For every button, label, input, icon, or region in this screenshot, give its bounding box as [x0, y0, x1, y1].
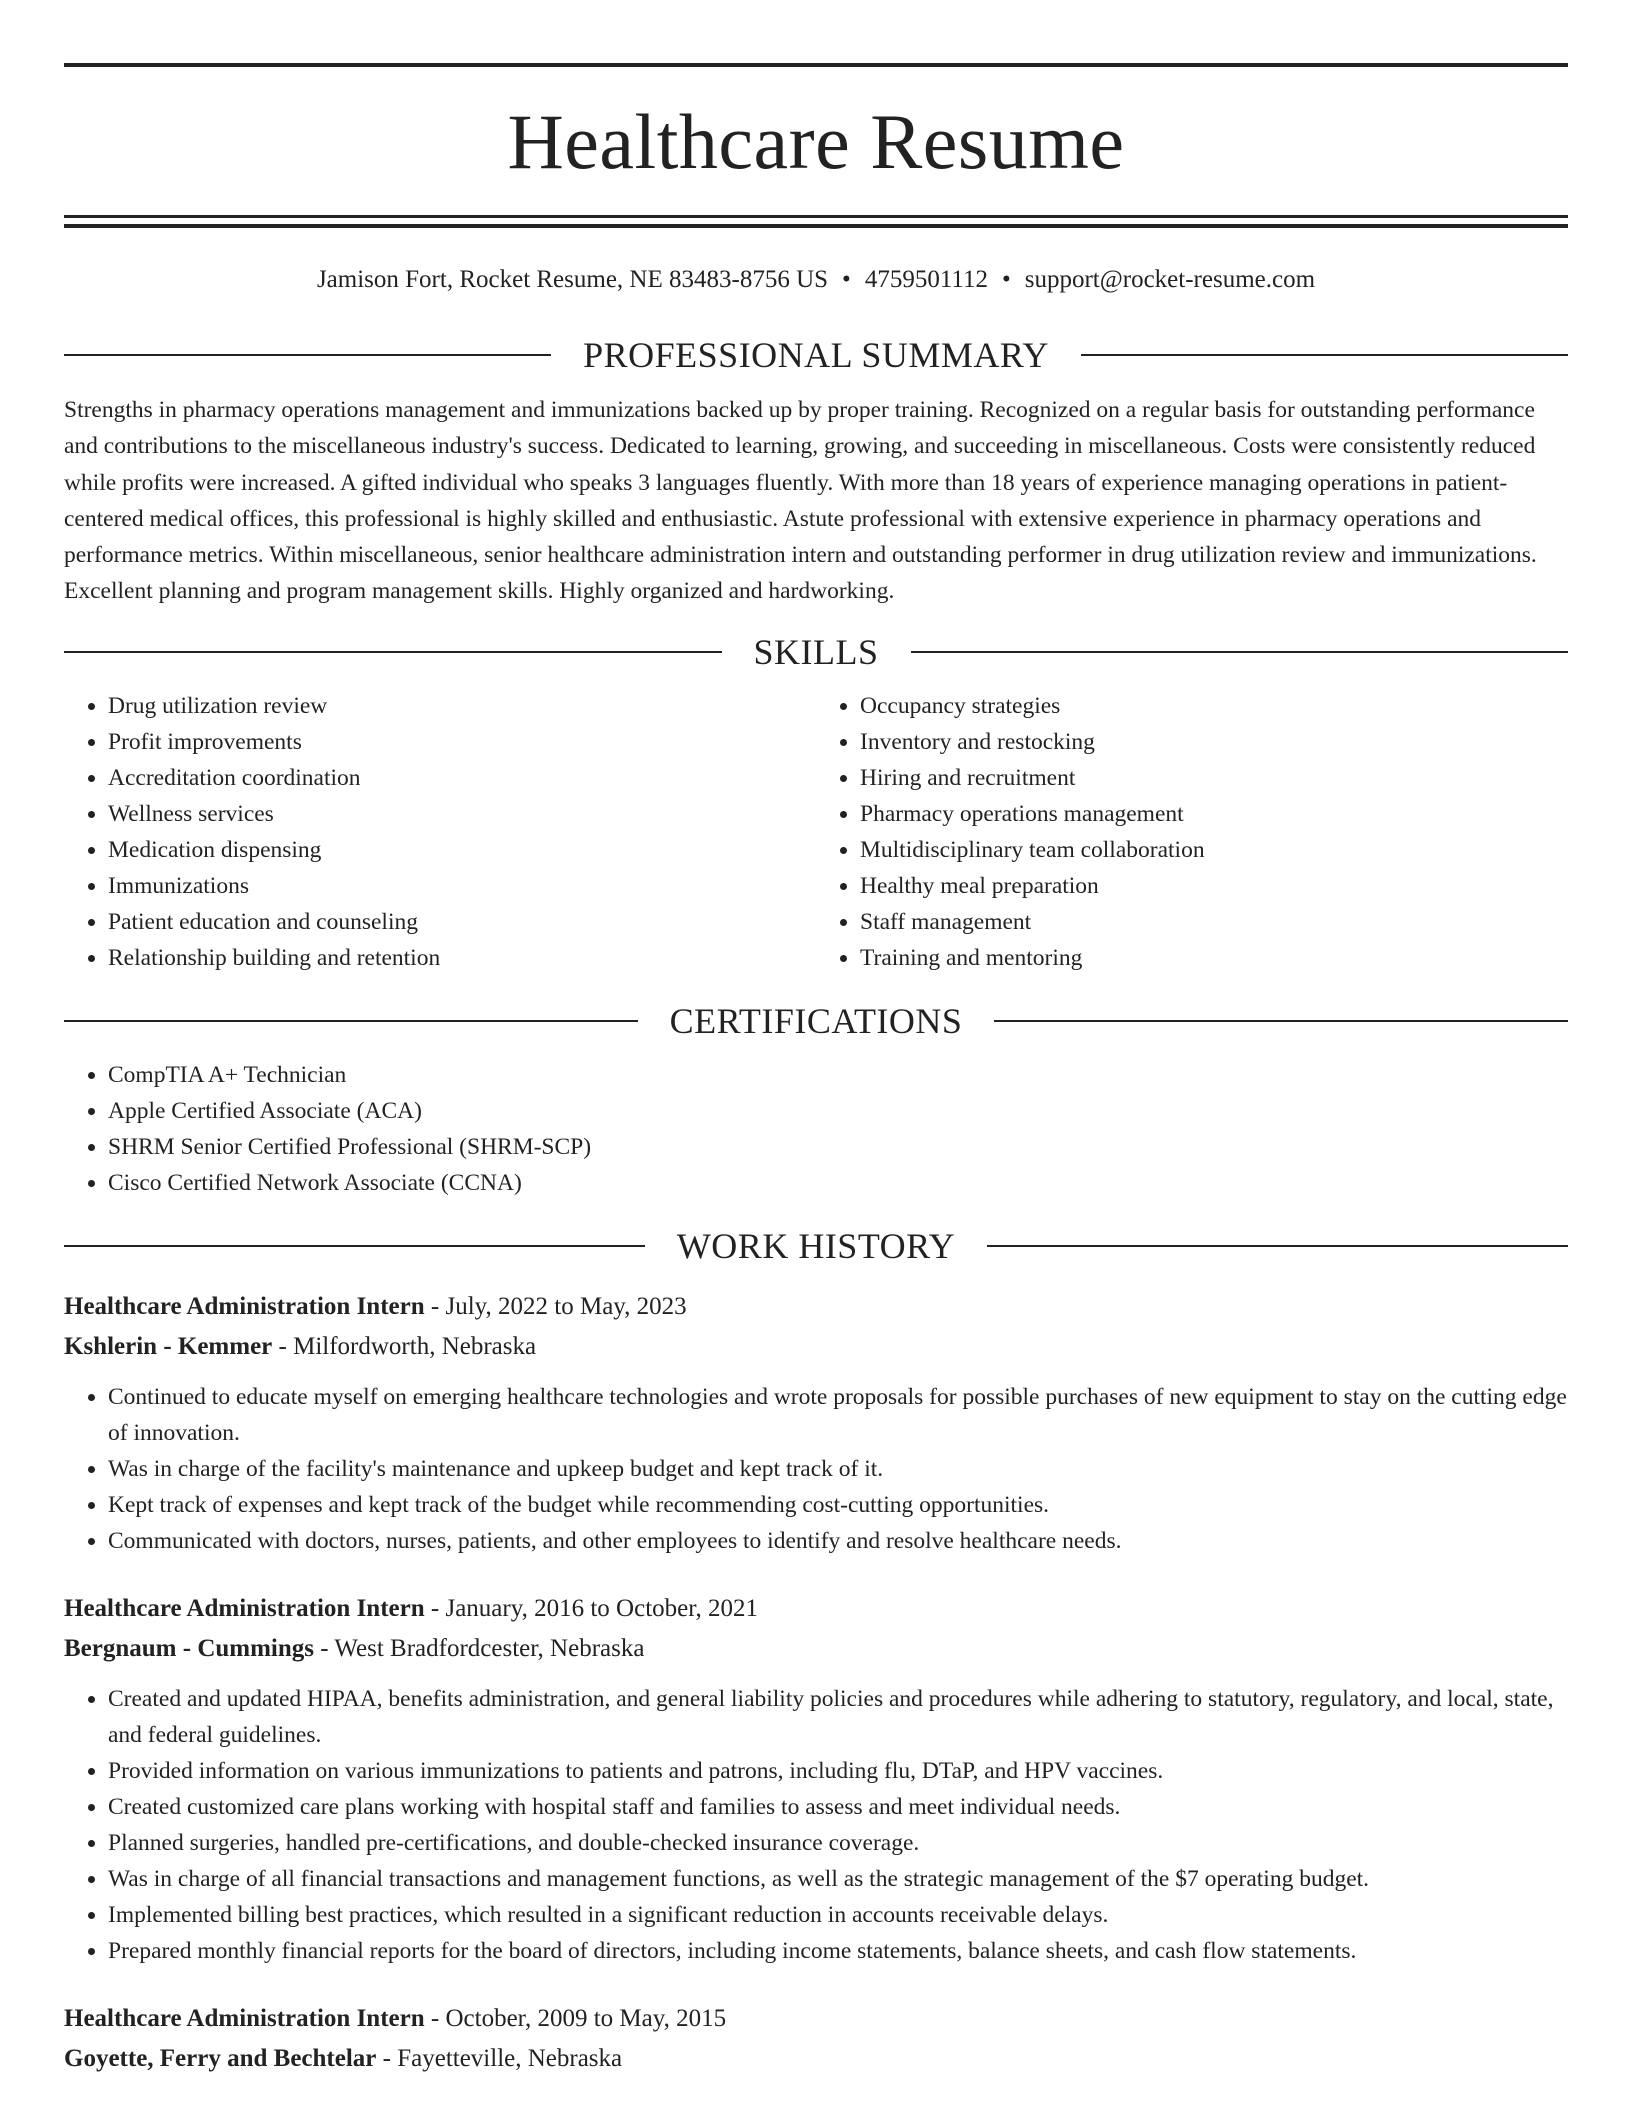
- list-item: • Patient education and counseling: [108, 904, 816, 940]
- list-item: • Healthy meal preparation: [860, 868, 1568, 904]
- job-location: West Bradfordcester, Nebraska: [334, 1634, 645, 1662]
- dash: -: [278, 1332, 287, 1360]
- list-item: • Inventory and restocking: [860, 724, 1568, 760]
- job-title: Healthcare Administration Intern: [64, 1594, 425, 1622]
- list-item: • Profit improvements: [108, 724, 816, 760]
- section-rule: [64, 1020, 638, 1022]
- section-header-work-history: [64, 1221, 1568, 1271]
- list-item: • Created customized care plans working with hospital staff and families to assess and meet individual needs.: [108, 1789, 1568, 1825]
- job-entry: [64, 1999, 1568, 2079]
- list-item: • Medication dispensing: [108, 832, 816, 868]
- job-dates: July, 2022 to May, 2023: [445, 1292, 687, 1320]
- job-company-line: [64, 1629, 1568, 1669]
- job-company-line: [64, 1327, 1568, 1367]
- list-item: • Communicated with doctors, nurses, patients, and other employees to identify and resolve healthcare needs.: [108, 1523, 1568, 1559]
- section-rule: [64, 651, 722, 653]
- dash: -: [430, 1594, 440, 1622]
- list-item: • Drug utilization review: [108, 688, 816, 724]
- list-item: • Cisco Certified Network Associate (CCNA): [108, 1165, 1568, 1201]
- skills-grid: [64, 688, 1568, 976]
- job-location: Fayetteville, Nebraska: [397, 2044, 623, 2072]
- dash: -: [320, 1634, 329, 1662]
- section-title: CERTIFICATIONS: [669, 1000, 963, 1041]
- job-company: Kshlerin - Kemmer: [64, 1332, 273, 1360]
- job-title: Healthcare Administration Intern: [64, 2004, 425, 2032]
- summary-paragraph: Strengths in pharmacy operations management and immunizations backed up by proper training. Recognized on a regular basis for outstanding performance and contributions to the miscellaneous industry's success. Dedicated to learning, growing, and succeeding in miscellaneous. Costs were consistently reduced while profits were increased. A gifted individual who speaks 3 languages fluently. With more than 18 years of experience managing operations in patient-centered medical offices, this professional is highly skilled and enthusiastic. Astute professional with extensive experience in pharmacy operations and performance metrics. Within miscellaneous, senior healthcare administration intern and outstanding performer in drug utilization review and immunizations. Excellent planning and program management skills. Highly organized and hardworking.: [64, 397, 1537, 605]
- list-item: • CompTIA A+ Technician: [108, 1057, 1568, 1093]
- job-title-line: [64, 1999, 1568, 2039]
- section-rule: [994, 1020, 1568, 1022]
- list-item: • Relationship building and retention: [108, 940, 816, 976]
- list-item: • Accreditation coordination: [108, 760, 816, 796]
- list-item: • Apple Certified Associate (ACA): [108, 1093, 1568, 1129]
- section-title: WORK HISTORY: [676, 1225, 956, 1266]
- contact-separator: •: [1001, 266, 1011, 293]
- job-bullets: [64, 1379, 1568, 1559]
- title-double-rule: [64, 215, 1568, 228]
- list-item: • Pharmacy operations management: [860, 796, 1568, 832]
- section-title: SKILLS: [753, 631, 879, 672]
- list-item: • Planned surgeries, handled pre-certifications, and double-checked insurance coverage.: [108, 1825, 1568, 1861]
- resume-page: [64, 0, 1568, 2079]
- contact-line: [64, 260, 1568, 300]
- skills-list-left: [64, 688, 816, 976]
- list-item: • Multidisciplinary team collaboration: [860, 832, 1568, 868]
- dash: -: [382, 2044, 391, 2072]
- job-dates: October, 2009 to May, 2015: [445, 2004, 727, 2032]
- section-title: PROFESSIONAL SUMMARY: [583, 335, 1049, 375]
- section-rule: [1081, 354, 1568, 356]
- list-item: • Implemented billing best practices, which resulted in a significant reduction in accounts receivable delays.: [108, 1897, 1568, 1933]
- list-item: • Hiring and recruitment: [860, 760, 1568, 796]
- section-header-skills: [64, 627, 1568, 677]
- section-rule: [987, 1245, 1568, 1247]
- list-item: • Continued to educate myself on emerging healthcare technologies and wrote proposals for possible purchases of new equipment to stay on the cutting edge of innovation.: [108, 1379, 1568, 1451]
- certifications-list: [64, 1057, 1568, 1201]
- dash: -: [430, 1292, 440, 1320]
- job-company: Goyette, Ferry and Bechtelar: [64, 2044, 377, 2072]
- section-rule: [911, 651, 1569, 653]
- section-rule: [64, 1245, 645, 1247]
- section-header-certifications: [64, 996, 1568, 1046]
- contact-address: Jamison Fort, Rocket Resume, NE 83483-8756 US: [316, 266, 829, 293]
- job-entry: [64, 1589, 1568, 1969]
- job-dates: January, 2016 to October, 2021: [445, 1594, 759, 1622]
- contact-phone: 4759501112: [864, 266, 988, 293]
- job-entry: [64, 1287, 1568, 1559]
- list-item: • Was in charge of the facility's maintenance and upkeep budget and kept track of it.: [108, 1451, 1568, 1487]
- job-bullets: [64, 1681, 1568, 1969]
- list-item: • Occupancy strategies: [860, 688, 1568, 724]
- list-item: • Training and mentoring: [860, 940, 1568, 976]
- list-item: • Wellness services: [108, 796, 816, 832]
- top-rule: [64, 63, 1568, 67]
- list-item: • SHRM Senior Certified Professional (SHRM-SCP): [108, 1129, 1568, 1165]
- list-item: • Immunizations: [108, 868, 816, 904]
- list-item: • Created and updated HIPAA, benefits administration, and general liability policies and procedures while adhering to statutory, regulatory, and local, state, and federal guidelines.: [108, 1681, 1568, 1753]
- job-location: Milfordworth, Nebraska: [293, 1332, 537, 1360]
- dash: -: [430, 2004, 440, 2032]
- section-rule: [64, 354, 551, 356]
- contact-email: support@rocket-resume.com: [1024, 266, 1316, 293]
- list-item: • Prepared monthly financial reports for the board of directors, including income statements, balance sheets, and cash flow statements.: [108, 1933, 1568, 1969]
- list-item: • Provided information on various immunizations to patients and patrons, including flu, DTaP, and HPV vaccines.: [108, 1753, 1568, 1789]
- resume-title: Healthcare Resume: [507, 98, 1125, 185]
- job-company: Bergnaum - Cummings: [64, 1634, 315, 1662]
- list-item: • Was in charge of all financial transactions and management functions, as well as the strategic management of the $7 operating budget.: [108, 1861, 1568, 1897]
- list-item: • Kept track of expenses and kept track of the budget while recommending cost-cutting opportunities.: [108, 1487, 1568, 1523]
- job-company-line: [64, 2039, 1568, 2079]
- list-item: • Staff management: [860, 904, 1568, 940]
- section-header-summary: [64, 330, 1568, 380]
- job-title-line: [64, 1589, 1568, 1629]
- job-title-line: [64, 1287, 1568, 1327]
- skills-list-right: [816, 688, 1568, 976]
- job-title: Healthcare Administration Intern: [64, 1292, 425, 1320]
- contact-separator: •: [842, 266, 851, 293]
